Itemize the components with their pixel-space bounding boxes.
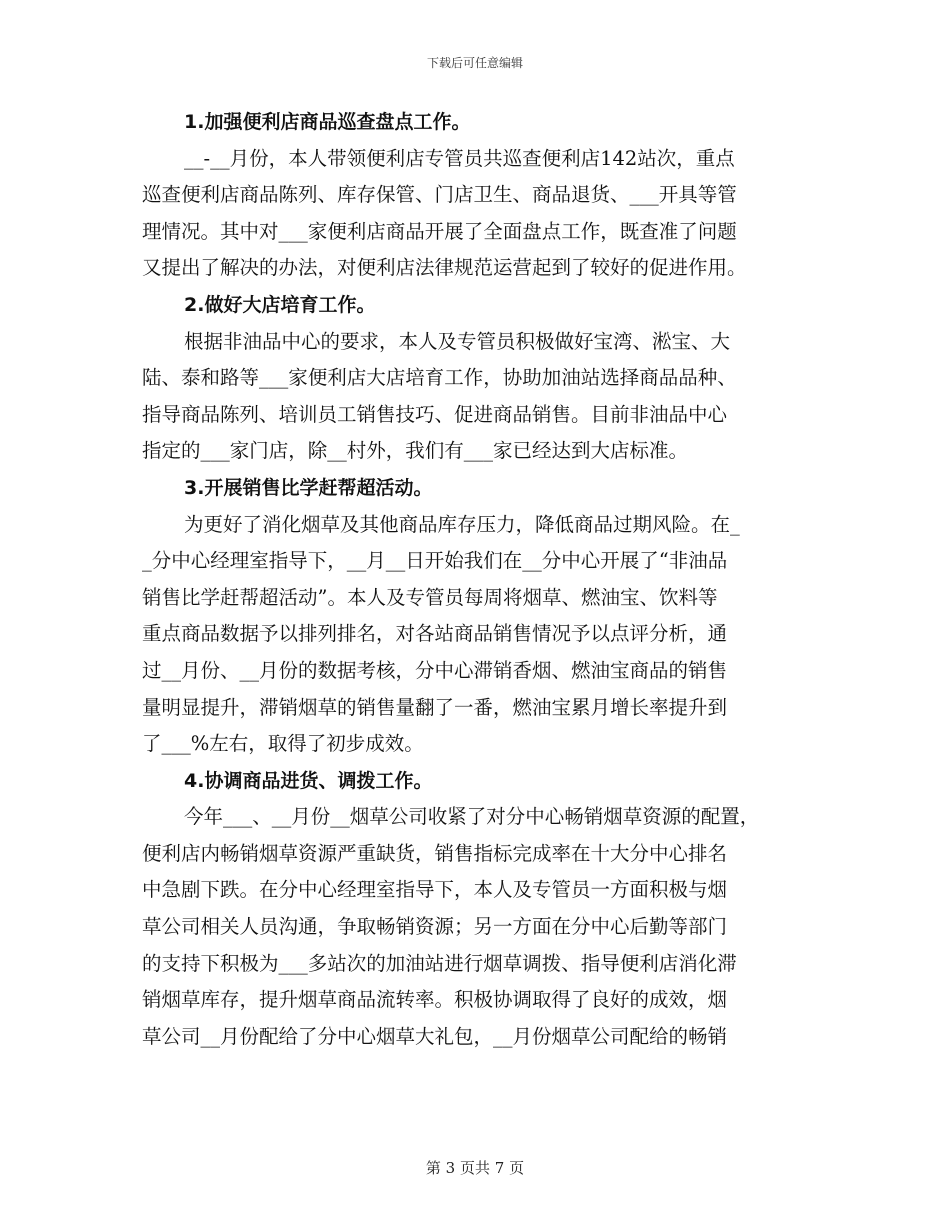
paragraph-line: 根据非油品中心的要求，本人及专管员积极做好宝湾、淞宝、大 bbox=[184, 329, 731, 353]
paragraph-line: 的支持下积极为___多站次的加油站进行烟草调拨、指导便利店消化滞 bbox=[142, 951, 737, 975]
paragraph-line: 又提出了解决的办法，对便利店法律规范运营起到了较好的促进作用。 bbox=[142, 256, 747, 280]
section-heading-2: 2.做好大店培育工作。 bbox=[184, 293, 376, 316]
paragraph-line: 理情况。其中对___家便利店商品开展了全面盘点工作，既查准了问题 bbox=[142, 219, 737, 243]
paragraph-line: __-__月份，本人带领便利店专管员共巡查便利店142站次，重点 bbox=[184, 146, 735, 170]
paragraph-line: 巡查便利店商品陈列、库存保管、门店卫生、商品退货、___开具等管 bbox=[142, 183, 737, 207]
page-header: 下载后可任意编辑 bbox=[426, 56, 523, 70]
section-heading-4: 4.协调商品进货、调拨工作。 bbox=[184, 769, 433, 792]
paragraph-line: 陆、泰和路等___家便利店大店培育工作，协助加油站选择商品品种、 bbox=[142, 366, 737, 390]
document-body bbox=[142, 104, 822, 1055]
page-footer: 第 3 页共 7 页 bbox=[425, 1159, 525, 1177]
paragraph-line: 指导商品陈列、培训员工销售技巧、促进商品销售。目前非油品中心 bbox=[142, 402, 728, 426]
paragraph-line: 销售比学赶帮超活动”。本人及专管员每周将烟草、燃油宝、饮料等 bbox=[142, 585, 718, 609]
paragraph-line: 便利店内畅销烟草资源严重缺货，销售指标完成率在十大分中心排名 bbox=[142, 841, 728, 865]
paragraph-line: 中急剧下跌。在分中心经理室指导下，本人及专管员一方面积极与烟 bbox=[142, 878, 728, 902]
paragraph-line: 重点商品数据予以排列排名，对各站商品销售情况予以点评分析，通 bbox=[142, 622, 728, 646]
paragraph-line: 销烟草库存，提升烟草商品流转率。积极协调取得了良好的成效，烟 bbox=[142, 988, 728, 1012]
section-heading-1: 1.加强便利店商品巡查盘点工作。 bbox=[184, 111, 471, 133]
paragraph-line: _分中心经理室指导下，__月__日开始我们在__分中心开展了“非油品 bbox=[142, 549, 728, 573]
paragraph-line: 指定的___家门店，除__村外，我们有___家已经达到大店标准。 bbox=[142, 439, 689, 463]
paragraph-line: 为更好了消化烟草及其他商品库存压力，降低商品过期风险。在_ bbox=[184, 512, 740, 536]
section-heading-3: 3.开展销售比学赶帮超活动。 bbox=[184, 476, 433, 499]
paragraph-line: 草公司__月份配给了分中心烟草大礼包，__月份烟草公司配给的畅销 bbox=[142, 1024, 728, 1048]
paragraph-line: 量明显提升，滞销烟草的销售量翻了一番，燃油宝累月增长率提升到 bbox=[142, 695, 728, 719]
paragraph-line: 过__月份、__月份的数据考核，分中心滞销香烟、燃油宝商品的销售 bbox=[142, 658, 728, 682]
paragraph-line: 今年___、__月份__烟草公司收紧了对分中心畅销烟草资源的配置， bbox=[184, 805, 760, 829]
paragraph-line: 草公司相关人员沟通，争取畅销资源；另一方面在分中心后勤等部门 bbox=[142, 915, 728, 939]
paragraph-line: 了___%左右，取得了初步成效。 bbox=[142, 732, 424, 756]
